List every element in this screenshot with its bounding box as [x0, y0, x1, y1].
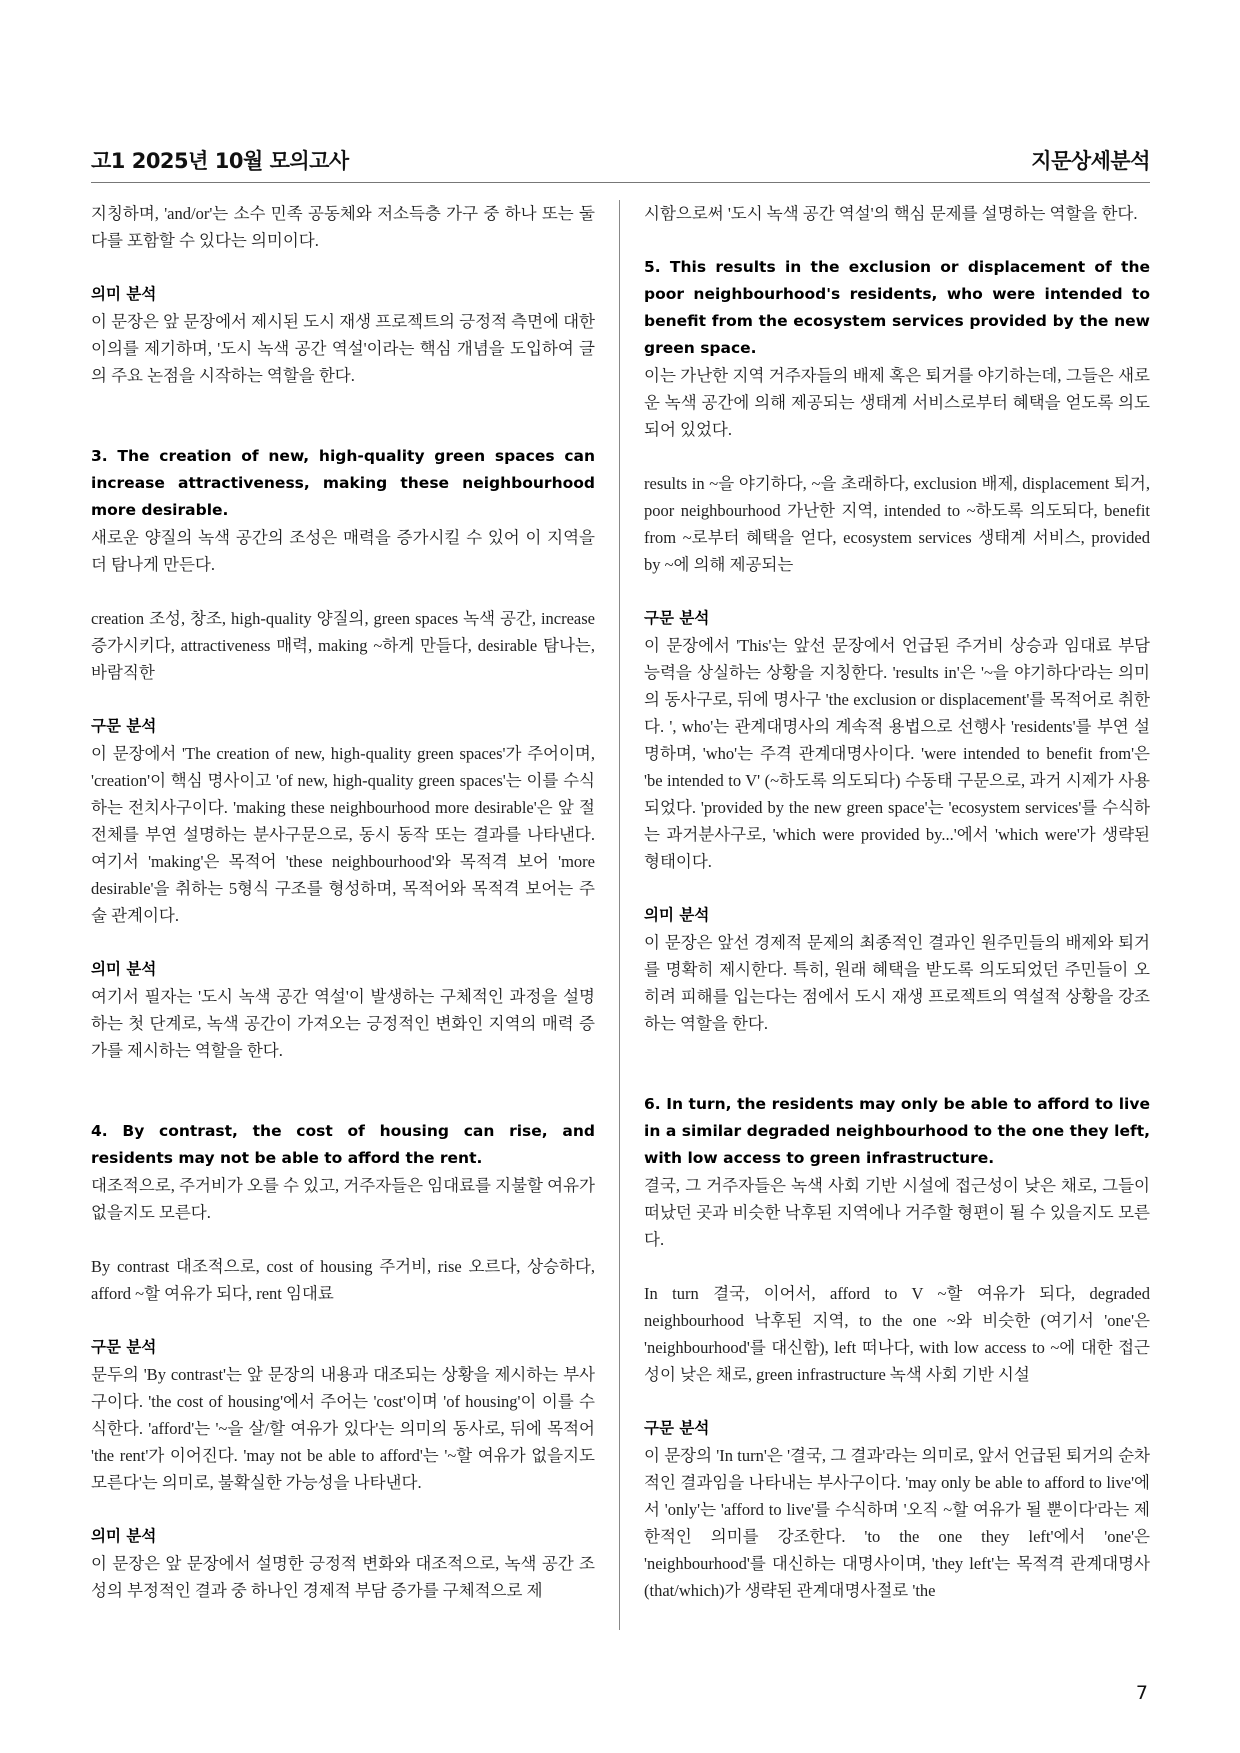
english-sentence: 4. By contrast, the cost of housing can rise, and residents may not be able to afford the rent.	[91, 1122, 595, 1167]
continued-text: 지칭하며, 'and/or'는 소수 민족 공동체와 저소득층 가구 중 하나 또는 둘 다를 포함할 수 있다는 의미이다.	[91, 204, 595, 250]
section-label: 구문 분석	[644, 1419, 710, 1437]
analysis-paragraph: 이 문장은 앞선 경제적 문제의 최종적인 결과인 원주민들의 배제와 퇴거를 명확히 제시한다. 특히, 원래 혜택을 받도록 의도되었던 주민들이 오히려 피해를 입는다는 점에서 도시 재생 프로젝트의 역설적 상황을 강조하는 역할을 한다.	[644, 933, 1150, 1033]
korean-translation: 이는 가난한 지역 거주자들의 배제 혹은 퇴거를 야기하는데, 그들은 새로운 녹색 공간에 의해 제공되는 생태계 서비스로부터 혜택을 얻도록 의도되어 있었다.	[644, 366, 1150, 439]
section-label: 의미 분석	[91, 285, 157, 303]
korean-translation: 결국, 그 거주자들은 녹색 사회 기반 시설에 접근성이 낮은 채로, 그들이 떠났던 곳과 비슷한 낙후된 지역에나 거주할 형편이 될 수 있을지도 모른다.	[644, 1176, 1150, 1249]
analysis-paragraph: 문두의 'By contrast'는 앞 문장의 내용과 대조되는 상황을 제시하는 부사구이다. 'the cost of housing'에서 주어는 'cost'이며 'of housing'이 이를 수식한다. 'afford'는 '~을 살/할 여유가 있다'는 의미의 동사로, 뒤에 목적어 'the rent'가 이어진다. 'may not be able to afford'는 '~할 여유가 없을지도 모른다'는 의미로, 불확실한 가능성을 나타낸다.	[91, 1365, 595, 1492]
column-divider	[619, 200, 620, 1630]
english-sentence: 6. In turn, the residents may only be able to afford to live in a similar degraded neighbourhood to the one they left, with low access to green infrastructure.	[644, 1095, 1150, 1167]
section-label: 구문 분석	[91, 1338, 157, 1356]
header-divider	[91, 182, 1150, 183]
left-column	[91, 200, 595, 1604]
continued-text: 시함으로써 '도시 녹색 공간 역설'의 핵심 문제를 설명하는 역할을 한다.	[644, 204, 1138, 223]
analysis-paragraph: 이 문장의 'In turn'은 '결국, 그 결과'라는 의미로, 앞서 언급된 퇴거의 순차적인 결과임을 나타내는 부사구이다. 'may only be able to afford to live'에서 'only'는 'afford to live'를 수식하며 '오직 ~할 여유가 될 뿐이다'라는 제한적인 의미를 강조한다. 'to the one they left'에서 'one'은 'neighbourhood'를 대신하는 대명사이며, 'they left'는 목적격 관계대명사(that/which)가 생략된 관계대명사절로 'the	[644, 1446, 1150, 1600]
right-column	[644, 200, 1150, 1604]
korean-translation: 대조적으로, 주거비가 오를 수 있고, 거주자들은 임대료를 지불할 여유가 없을지도 모른다.	[91, 1176, 595, 1222]
page-number: 7	[1135, 1682, 1148, 1704]
vocabulary-list: creation 조성, 창조, high-quality 양질의, green spaces 녹색 공간, increase 증가시키다, attractiveness 매력, making ~하게 만들다, desirable 탐나는, 바람직한	[91, 609, 595, 682]
document-title: 고1 2025년 10월 모의고사	[91, 149, 349, 173]
section-label: 구문 분석	[644, 609, 710, 627]
section-label: 의미 분석	[91, 960, 157, 978]
analysis-paragraph: 이 문장은 앞 문장에서 설명한 긍정적 변화와 대조적으로, 녹색 공간 조성의 부정적인 결과 중 하나인 경제적 부담 증가를 구체적으로 제	[91, 1554, 595, 1600]
analysis-paragraph: 이 문장에서 'The creation of new, high-quality green spaces'가 주어이며, 'creation'이 핵심 명사이고 'of new, high-quality green spaces'는 이를 수식하는 전치사구이다. 'making these neighbourhood more desirable'은 앞 절 전체를 부연 설명하는 분사구문으로, 동시 동작 또는 결과를 나타낸다. 여기서 'making'은 목적어 'these neighbourhood'와 목적격 보어 'more desirable'을 취하는 5형식 구조를 형성하며, 목적어와 목적격 보어는 주술 관계이다.	[91, 744, 595, 925]
vocabulary-list: results in ~을 야기하다, ~을 초래하다, exclusion 배제, displacement 퇴거, poor neighbourhood 가난한 지역, intended to ~하도록 의도되다, benefit from ~로부터 혜택을 얻다, ecosystem services 생태계 서비스, provided by ~에 의해 제공되는	[644, 474, 1150, 574]
section-title: 지문상세분석	[1031, 149, 1150, 173]
analysis-paragraph: 이 문장에서 'This'는 앞선 문장에서 언급된 주거비 상승과 임대료 부담 능력을 상실하는 상황을 지칭한다. 'results in'은 '~을 야기하다'라는 의미의 동사구로, 뒤에 명사구 'the exclusion or displacement'를 목적어로 취한다. ', who'는 관계대명사의 계속적 용법으로 선행사 'residents'를 부연 설명하며, 'who'는 주격 관계대명사이다. 'were intended to benefit from'은 'be intended to V' (~하도록 의도되다) 수동태 구문으로, 과거 시제가 사용되었다. 'provided by the new green space'는 'ecosystem services'를 수식하는 과거분사구로, 'which were provided by...'에서 'which were'가 생략된 형태이다.	[644, 636, 1150, 871]
analysis-paragraph: 이 문장은 앞 문장에서 제시된 도시 재생 프로젝트의 긍정적 측면에 대한 이의를 제기하며, '도시 녹색 공간 역설'이라는 핵심 개념을 도입하여 글의 주요 논점을 시작하는 역할을 한다.	[91, 312, 595, 385]
english-sentence: 3. The creation of new, high-quality green spaces can increase attractiveness, making these neighbourhood more desirable.	[91, 447, 595, 519]
english-sentence: 5. This results in the exclusion or displacement of the poor neighbourhood's residents, who were intended to benefit from the ecosystem services provided by the new green space.	[644, 258, 1150, 357]
section-label: 의미 분석	[91, 1527, 157, 1545]
korean-translation: 새로운 양질의 녹색 공간의 조성은 매력을 증가시킬 수 있어 이 지역을 더 탐나게 만든다.	[91, 528, 595, 574]
section-label: 의미 분석	[644, 906, 710, 924]
analysis-paragraph: 여기서 필자는 '도시 녹색 공간 역설'이 발생하는 구체적인 과정을 설명하는 첫 단계로, 녹색 공간이 가져오는 긍정적인 변화인 지역의 매력 증가를 제시하는 역할을 한다.	[91, 987, 595, 1060]
vocabulary-list: In turn 결국, 이어서, afford to V ~할 여유가 되다, degraded neighbourhood 낙후된 지역, to the one ~와 비슷한 (여기서 'one'은 'neighbourhood'를 대신함), left 떠나다, with low access to ~에 대한 접근성이 낮은 채로, green infrastructure 녹색 사회 기반 시설	[644, 1284, 1150, 1384]
section-label: 구문 분석	[91, 717, 157, 735]
vocabulary-list: By contrast 대조적으로, cost of housing 주거비, rise 오르다, 상승하다, afford ~할 여유가 되다, rent 임대료	[91, 1257, 595, 1303]
